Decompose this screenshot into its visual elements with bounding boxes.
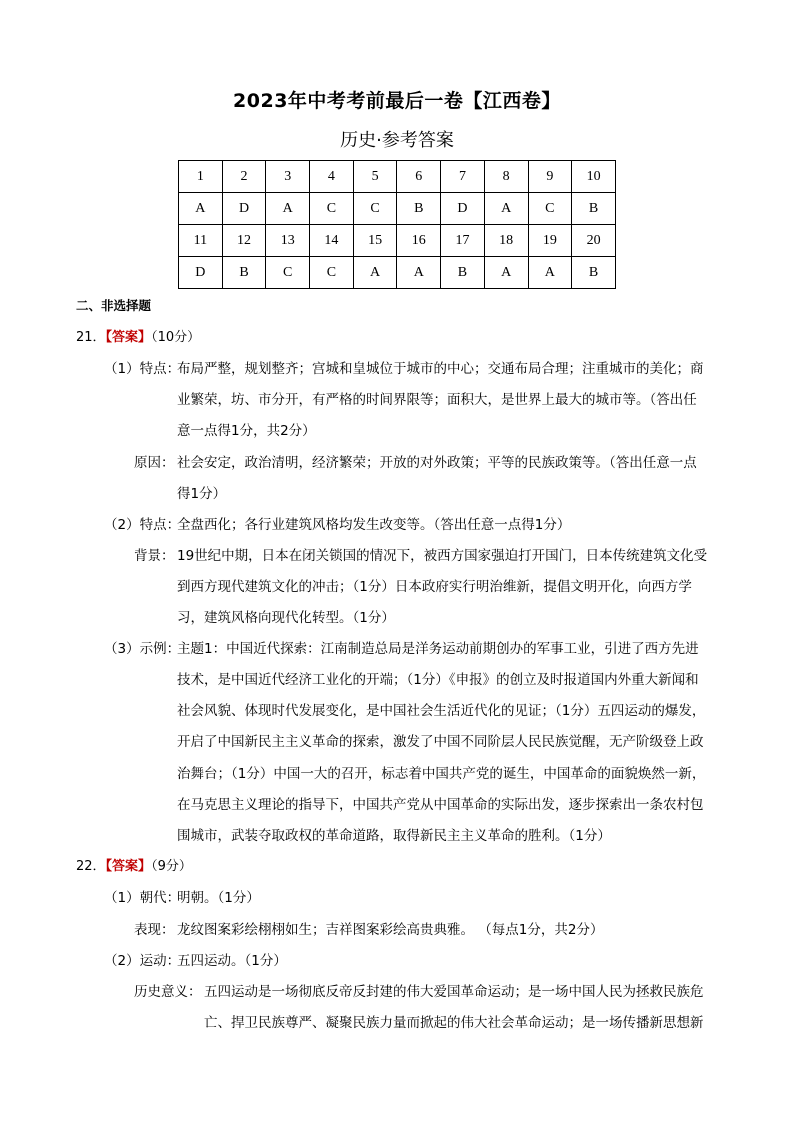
table-cell: 5 <box>353 161 397 193</box>
table-row <box>179 161 616 193</box>
answer-table <box>178 160 616 289</box>
table-cell: B <box>441 257 485 289</box>
table-cell: 11 <box>179 225 223 257</box>
q21-p1-line: 意一点得1分，共2分） <box>177 423 316 439</box>
q22-p1b-label: 表现： <box>134 922 175 938</box>
table-cell: 6 <box>397 161 441 193</box>
q21-p2-line: 全盘西化；各行业建筑风格均发生改变等。（答出任意一点得1分） <box>177 517 571 533</box>
table-cell: 8 <box>484 161 528 193</box>
table-cell: 17 <box>441 225 485 257</box>
table-cell: 2 <box>222 161 266 193</box>
q22-p1-label: （1）朝代： <box>104 890 181 906</box>
question-number: 22． <box>76 859 106 874</box>
q21-p3-line: 治舞台；（1分）中国一大的召开，标志着中国共产党的诞生，中国革命的面貌焕然一新， <box>177 766 706 782</box>
table-cell: 19 <box>528 225 572 257</box>
score: （9分） <box>151 859 192 874</box>
table-cell: C <box>310 193 354 225</box>
q21-p3-line: 社会风貌、体现时代发展变化，是中国社会生活近代化的见证；（1分）五四运动的爆发， <box>177 703 706 719</box>
table-cell: D <box>179 257 223 289</box>
page-title: 2023年中考考前最后一卷【江西卷】 <box>233 90 561 112</box>
table-cell: A <box>353 257 397 289</box>
q21-p3-line: 主题1：中国近代探索：江南制造总局是洋务运动前期创办的军事工业，引进了西方先进 <box>177 641 699 657</box>
page-subtitle: 历史·参考答案 <box>340 130 454 151</box>
table-row <box>179 225 616 257</box>
table-cell: A <box>484 193 528 225</box>
table-cell: A <box>266 193 310 225</box>
table-cell: B <box>397 193 441 225</box>
answer-tag: 【答案】 <box>105 859 152 874</box>
q21-p2b-line: 到西方现代建筑文化的冲击；（1分）日本政府实行明治维新，提倡文明开化，向西方学 <box>177 579 692 595</box>
table-cell: A <box>179 193 223 225</box>
table-cell: B <box>572 193 616 225</box>
table-cell: 12 <box>222 225 266 257</box>
table-cell: 16 <box>397 225 441 257</box>
q21-p3-line: 开启了中国新民主主义革命的探索，激发了中国不同阶层人民民族觉醒，无产阶级登上政 <box>177 734 704 750</box>
table-cell: 15 <box>353 225 397 257</box>
q21-p2b-line: 19世纪中期，日本在闭关锁国的情况下，被西方国家强迫打开国门，日本传统建筑文化受 <box>177 548 708 564</box>
table-cell: C <box>310 257 354 289</box>
table-cell: 13 <box>266 225 310 257</box>
q22-p2b-label: 历史意义： <box>134 984 202 1000</box>
table-cell: D <box>222 193 266 225</box>
table-cell: 18 <box>484 225 528 257</box>
q21-p1b-line: 得1分） <box>177 486 227 502</box>
q21-p1-line: 布局严整，规划整齐；宫城和皇城位于城市的中心；交通布局合理；注重城市的美化；商 <box>177 361 704 377</box>
table-cell: C <box>266 257 310 289</box>
q21-p3-line: 围城市，武装夺取政权的革命道路，取得新民主主义革命的胜利。（1分） <box>177 828 611 844</box>
table-cell: 1 <box>179 161 223 193</box>
table-row <box>179 257 616 289</box>
table-cell: C <box>528 193 572 225</box>
table-row <box>179 193 616 225</box>
score: （10分） <box>151 330 201 345</box>
table-cell: A <box>397 257 441 289</box>
question-number: 21． <box>76 330 106 345</box>
answer-tag: 【答案】 <box>105 330 152 345</box>
table-cell: D <box>441 193 485 225</box>
table-cell: 4 <box>310 161 354 193</box>
question-22-header <box>76 855 192 874</box>
q22-p2-label: （2）运动： <box>104 953 181 969</box>
q21-p1-label: （1）特点： <box>104 361 181 377</box>
question-21-header <box>76 326 200 345</box>
q21-p2b-label: 背景： <box>134 548 175 564</box>
q21-p3-label: （3）示例： <box>104 641 181 657</box>
q22-p1-text: 明朝。（1分） <box>177 890 260 906</box>
q21-p3-line: 技术，是中国近代经济工业化的开端；（1分）《申报》的创立及时报道国内外重大新闻和 <box>177 672 699 688</box>
table-cell: 9 <box>528 161 572 193</box>
table-cell: 20 <box>572 225 616 257</box>
table-cell: 14 <box>310 225 354 257</box>
q21-p1b-line: 社会安定，政治清明，经济繁荣；开放的对外政策；平等的民族政策等。（答出任意一点 <box>177 455 697 471</box>
table-cell: B <box>572 257 616 289</box>
table-cell: 7 <box>441 161 485 193</box>
q21-p3-line: 在马克思主义理论的指导下，中国共产党从中国革命的实际出发，逐步探索出一条农村包 <box>177 797 704 813</box>
q21-p1b-label: 原因： <box>134 455 175 471</box>
q21-p1-line: 业繁荣，坊、市分开，有严格的时间界限等；面积大，是世界上最大的城市等。（答出任 <box>177 392 697 408</box>
q22-p2b-line: 亡、捍卫民族尊严、凝聚民族力量而掀起的伟大社会革命运动；是一场传播新思想新 <box>204 1015 704 1031</box>
q22-p2-text: 五四运动。（1分） <box>177 953 287 969</box>
q22-p1b-text: 龙纹图案彩绘栩栩如生；吉祥图案彩绘高贵典雅。 （每点1分，共2分） <box>177 922 604 938</box>
q21-p2-label: （2）特点： <box>104 517 181 533</box>
q22-p2b-line: 五四运动是一场彻底反帝反封建的伟大爱国革命运动；是一场中国人民为拯救民族危 <box>204 984 704 1000</box>
table-cell: B <box>222 257 266 289</box>
table-cell: 10 <box>572 161 616 193</box>
table-cell: 3 <box>266 161 310 193</box>
table-cell: A <box>484 257 528 289</box>
table-cell: C <box>353 193 397 225</box>
q21-p2b-line: 习，建筑风格向现代化转型。（1分） <box>177 610 395 626</box>
table-cell: A <box>528 257 572 289</box>
section-title: 二、非选择题 <box>76 298 152 313</box>
